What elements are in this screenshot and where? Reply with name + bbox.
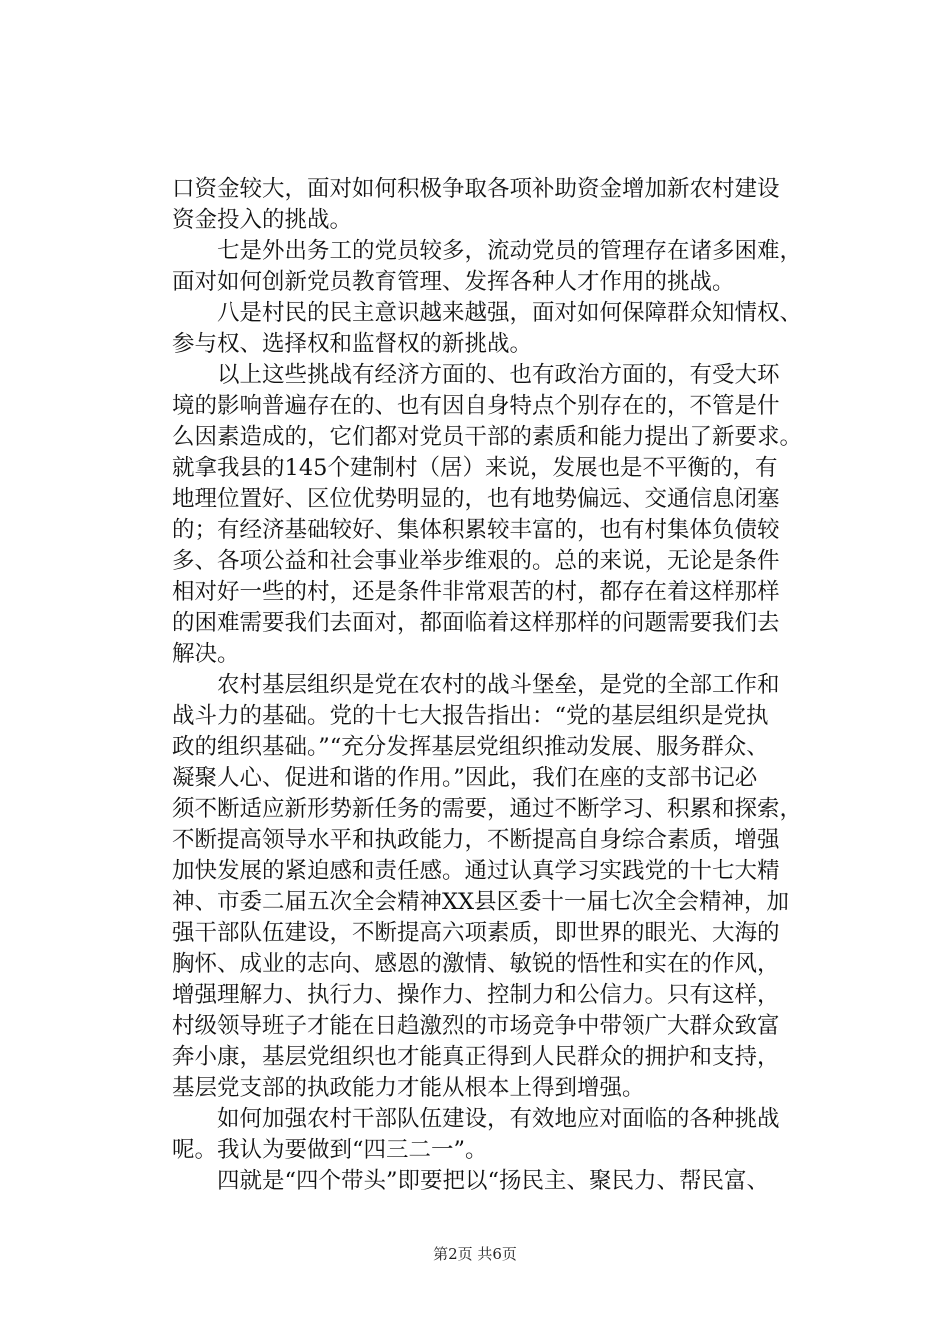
body-text xyxy=(172,174,862,1197)
text-line: 战斗力的基础。党的十七大报告指出：“党的基层组织是党执 xyxy=(172,703,769,729)
text-line: 呢。我认为要做到“四三二一”。 xyxy=(172,1137,488,1163)
text-line: 参与权、选择权和监督权的新挑战。 xyxy=(172,331,533,357)
text-line: 就拿我县的145个建制村（居）来说，发展也是不平衡的，有 xyxy=(172,455,778,481)
text-line: 的困难需要我们去面对，都面临着这样那样的问题需要我们去 xyxy=(172,610,780,636)
text-line: 须不断适应新形势新任务的需要，通过不断学习、积累和探索， xyxy=(172,796,803,822)
text-line: 凝聚人心、促进和谐的作用。”因此，我们在座的支部书记必 xyxy=(172,765,758,791)
text-line: 不断提高领导水平和执政能力，不断提高自身综合素质，增强 xyxy=(172,827,780,853)
page-number-footer: 第2页 共6页 xyxy=(433,1245,517,1263)
text-line: 奔小康，基层党组织也才能真正得到人民群众的拥护和支持， xyxy=(172,1044,780,1070)
text-line: 加快发展的紧迫感和责任感。通过认真学习实践党的十七大精 xyxy=(172,858,780,884)
text-line: 解决。 xyxy=(172,641,240,667)
paragraph-start-line: 四就是“四个带头”即要把以“扬民主、聚民力、帮民富、 xyxy=(217,1168,770,1194)
text-line: 地理位置好、区位优势明显的，也有地势偏远、交通信息闭塞 xyxy=(172,486,780,512)
paragraph-start-line: 七是外出务工的党员较多，流动党员的管理存在诸多困难， xyxy=(217,238,803,264)
text-line: 境的影响普遍存在的、也有因自身特点个别存在的，不管是什 xyxy=(172,393,780,419)
text-line: 资金投入的挑战。 xyxy=(172,207,353,233)
text-line: 神、市委二届五次全会精神XX县区委十一届七次全会精神，加 xyxy=(172,889,790,915)
text-line: 多、各项公益和社会事业举步维艰的。总的来说，无论是条件 xyxy=(172,548,780,574)
text-line: 村级领导班子才能在日趋激烈的市场竞争中带领广大群众致富 xyxy=(172,1013,780,1039)
paragraph-start-line: 如何加强农村干部队伍建设，有效地应对面临的各种挑战 xyxy=(217,1106,780,1132)
text-line: 面对如何创新党员教育管理、发挥各种人才作用的挑战。 xyxy=(172,269,735,295)
text-line: 增强理解力、执行力、操作力、控制力和公信力。只有这样， xyxy=(172,982,780,1008)
paragraph-start-line: 农村基层组织是党在农村的战斗堡垒，是党的全部工作和 xyxy=(217,672,780,698)
text-line: 口资金较大，面对如何积极争取各项补助资金增加新农村建设 xyxy=(172,176,780,202)
text-line: 么因素造成的，它们都对党员干部的素质和能力提出了新要求。 xyxy=(172,424,803,450)
text-line: 的；有经济基础较好、集体积累较丰富的，也有村集体负债较 xyxy=(172,517,780,543)
text-line: 政的组织基础。”“充分发挥基层党组织推动发展、服务群众、 xyxy=(172,734,769,760)
paragraph-start-line: 以上这些挑战有经济方面的、也有政治方面的，有受大环 xyxy=(217,362,780,388)
text-line: 强干部队伍建设，不断提高六项素质，即世界的眼光、大海的 xyxy=(172,920,780,946)
text-line: 胸怀、成业的志向、感恩的激情、敏锐的悟性和实在的作风， xyxy=(172,951,780,977)
text-line: 相对好一些的村，还是条件非常艰苦的村，都存在着这样那样 xyxy=(172,579,780,605)
paragraph-start-line: 八是村民的民主意识越来越强，面对如何保障群众知情权、 xyxy=(217,300,803,326)
text-line: 基层党支部的执政能力才能从根本上得到增强。 xyxy=(172,1075,645,1101)
